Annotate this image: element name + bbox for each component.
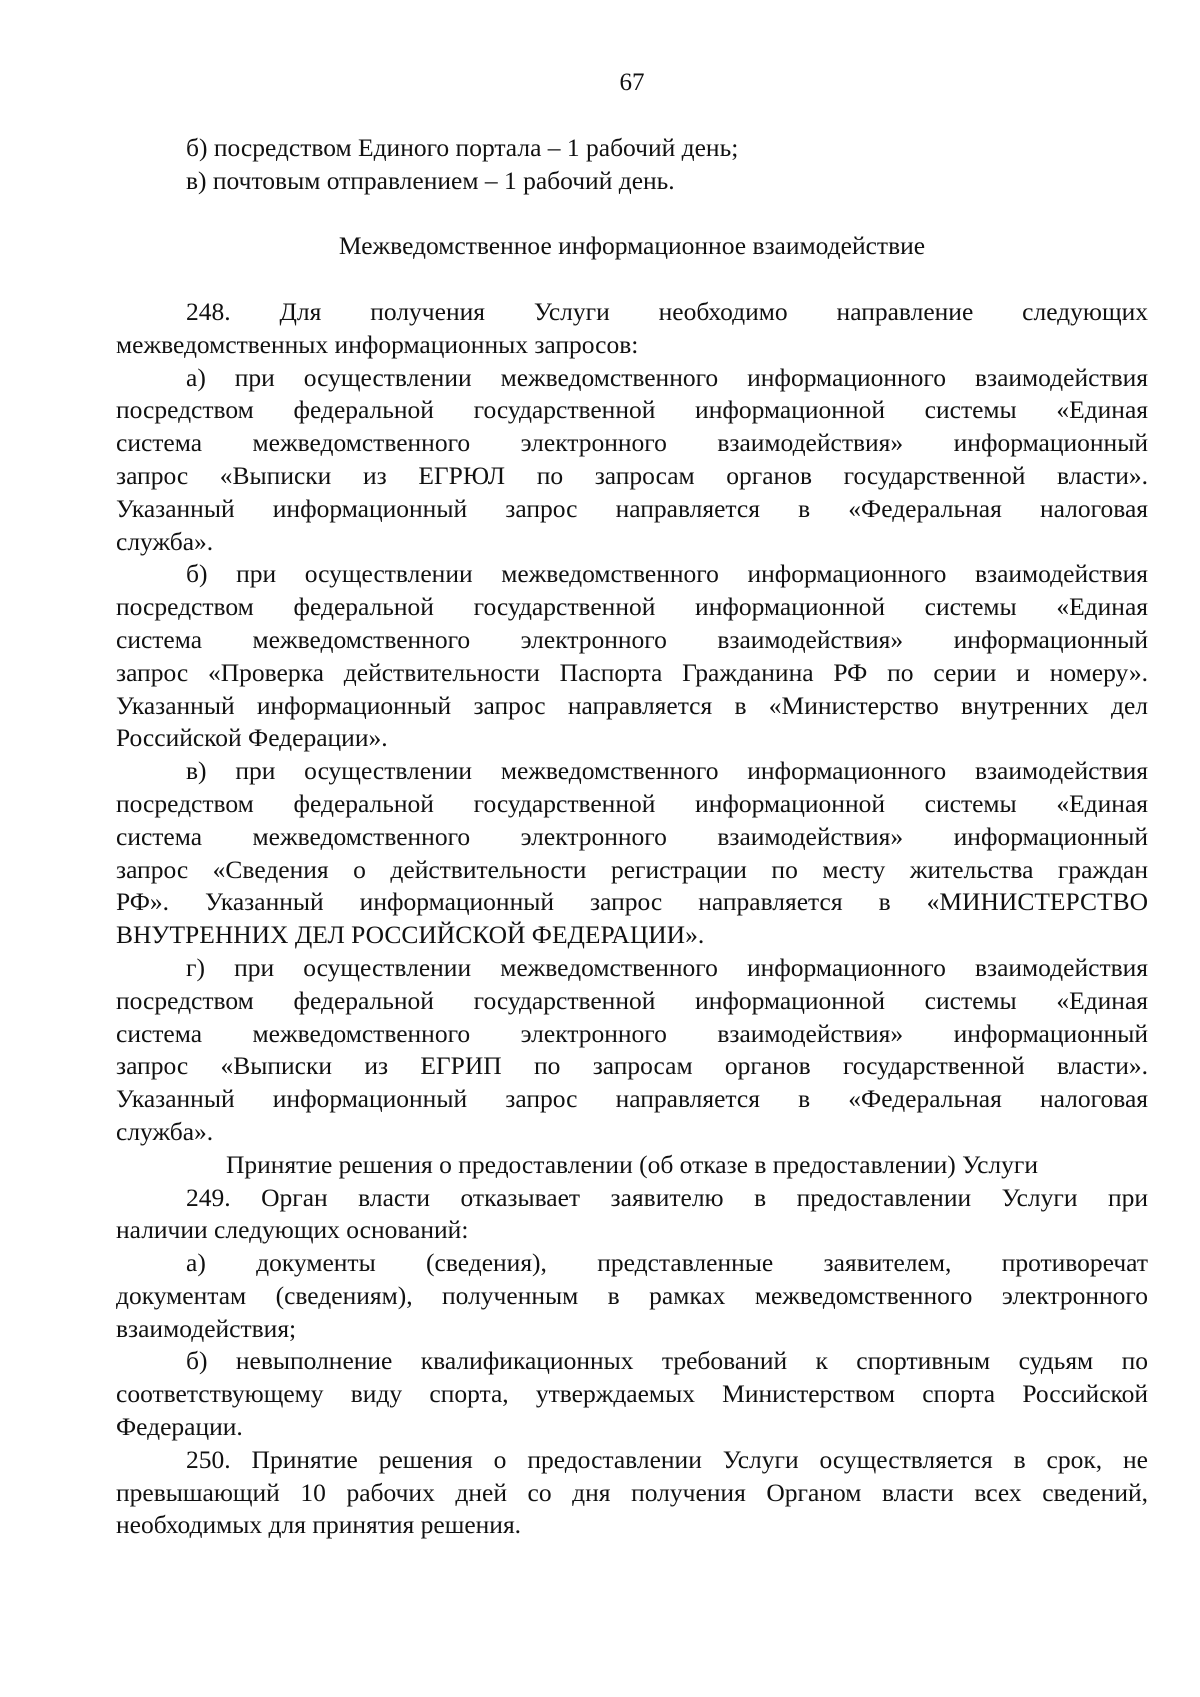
item-v bbox=[116, 755, 1148, 952]
paragraph-250 bbox=[116, 1444, 1148, 1542]
item-v-line-5: РФ». Указанный информационный запрос направляется в «МИНИСТЕРСТВО bbox=[116, 887, 1148, 917]
paragraph-249 bbox=[116, 1182, 1148, 1248]
item-g bbox=[116, 952, 1148, 1149]
item-a-line-6: служба». bbox=[116, 526, 214, 556]
item-a-line-4: запрос «Выписки из ЕГРЮЛ по запросам органов государственной власти». bbox=[116, 460, 1148, 490]
item-g-line-2: посредством федеральной государственной информационной системы «Единая bbox=[116, 985, 1148, 1015]
item-b-line-6: Российской Федерации». bbox=[116, 723, 388, 753]
p249-a-line-3: взаимодействия; bbox=[116, 1313, 297, 1343]
p249-a-line-1: а) документы (сведения), представленные заявителем, противоречат bbox=[186, 1248, 1148, 1278]
p249-line-2: наличии следующих оснований: bbox=[116, 1215, 469, 1245]
p250-line-1: 250. Принятие решения о предоставлении Услуги осуществляется в срок, не bbox=[186, 1444, 1148, 1474]
item-g-line-3: система межведомственного электронного взаимодействия» информационный bbox=[116, 1018, 1148, 1048]
item-v-line-3: система межведомственного электронного взаимодействия» информационный bbox=[116, 821, 1148, 851]
item-b bbox=[116, 558, 1148, 755]
p249-line-1: 249. Орган власти отказывает заявителю в предоставлении Услуги при bbox=[186, 1182, 1148, 1212]
item-a-line-5: Указанный информационный запрос направляется в «Федеральная налоговая bbox=[116, 493, 1148, 523]
item-b-line-3: система межведомственного электронного взаимодействия» информационный bbox=[116, 624, 1148, 654]
p249-b-line-2: соответствующему виду спорта, утверждаемых Министерством спорта Российской bbox=[116, 1379, 1148, 1409]
item-g-line-6: служба». bbox=[116, 1116, 214, 1146]
item-b-line-2: посредством федеральной государственной информационной системы «Единая bbox=[116, 592, 1148, 622]
p250-line-3: необходимых для принятия решения. bbox=[116, 1510, 522, 1540]
item-g-line-5: Указанный информационный запрос направляется в «Федеральная налоговая bbox=[116, 1084, 1148, 1114]
item-a-line-1: а) при осуществлении межведомственного информационного взаимодействия bbox=[186, 362, 1148, 392]
item-g-line-4: запрос «Выписки из ЕГРИП по запросам органов государственной власти». bbox=[116, 1051, 1148, 1081]
item-a-line-3: система межведомственного электронного взаимодействия» информационный bbox=[116, 428, 1148, 458]
item-v-line-1: в) при осуществлении межведомственного информационного взаимодействия bbox=[186, 756, 1148, 786]
p249-a-line-2: документам (сведениям), полученным в рамках межведомственного электронного bbox=[116, 1280, 1148, 1310]
p249-b-line-1: б) невыполнение квалификационных требований к спортивным судьям по bbox=[186, 1346, 1148, 1376]
item-v-line-6: ВНУТРЕННИХ ДЕЛ РОССИЙСКОЙ ФЕДЕРАЦИИ». bbox=[116, 920, 705, 950]
item-v-line-2: посредством федеральной государственной информационной системы «Единая bbox=[116, 788, 1148, 818]
page-number: 67 bbox=[619, 69, 645, 96]
item-b-line-4: запрос «Проверка действительности Паспорта Гражданина РФ по серии и номеру». bbox=[116, 657, 1148, 687]
item-g-line-1: г) при осуществлении межведомственного информационного взаимодействия bbox=[186, 952, 1148, 982]
p248-line-1: 248. Для получения Услуги необходимо направление следующих bbox=[186, 296, 1148, 326]
top-line-2: в) почтовым отправлением – 1 рабочий день. bbox=[186, 165, 675, 195]
section-heading-1: Межведомственное информационное взаимодействие bbox=[338, 231, 926, 261]
item-a bbox=[116, 362, 1148, 559]
item-b-line-5: Указанный информационный запрос направляется в «Министерство внутренних дел bbox=[116, 690, 1148, 720]
section-heading-2: Принятие решения о предоставлении (об отказе в предоставлении) Услуги bbox=[225, 1149, 1039, 1179]
p248-line-2: межведомственных информационных запросов: bbox=[116, 329, 639, 359]
document-body bbox=[116, 132, 1148, 1542]
p250-line-2: превышающий 10 рабочих дней со дня получения Органом власти всех сведений, bbox=[116, 1477, 1148, 1507]
paragraph-249-a bbox=[116, 1247, 1148, 1345]
top-line-1: б) посредством Единого портала – 1 рабочий день; bbox=[186, 133, 739, 162]
item-v-line-4: запрос «Сведения о действительности регистрации по месту жительства граждан bbox=[116, 854, 1148, 884]
paragraph-249-b bbox=[116, 1345, 1148, 1443]
item-b-line-1: б) при осуществлении межведомственного информационного взаимодействия bbox=[186, 559, 1148, 589]
p249-b-line-3: Федерации. bbox=[116, 1412, 243, 1442]
item-a-line-2: посредством федеральной государственной информационной системы «Единая bbox=[116, 395, 1148, 425]
paragraph-248 bbox=[116, 296, 1148, 362]
